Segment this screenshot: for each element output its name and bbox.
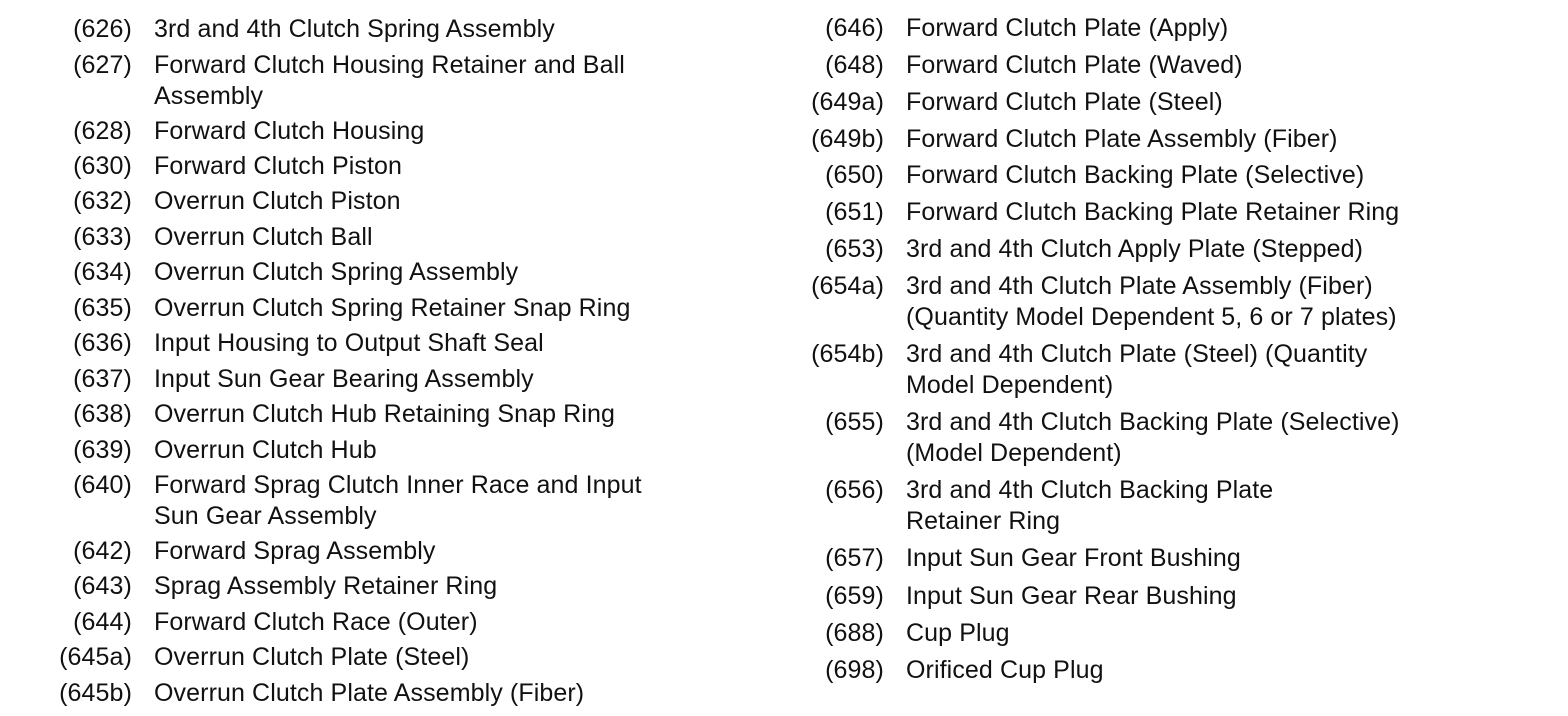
part-description	[906, 618, 1466, 649]
part-description-line: Input Sun Gear Front Bushing	[906, 544, 1241, 572]
legend-entry	[0, 571, 714, 602]
part-description	[906, 407, 1466, 469]
part-description-line: Sun Gear Assembly	[154, 502, 377, 530]
part-description-line: Model Dependent)	[906, 371, 1114, 399]
part-reference-number: (655)	[825, 408, 884, 436]
legend-entry	[790, 160, 1466, 191]
part-description	[906, 13, 1466, 44]
part-description-line: Forward Clutch Housing	[154, 117, 425, 145]
part-description	[906, 543, 1466, 574]
part-description	[154, 328, 714, 359]
legend-entry	[0, 536, 714, 567]
part-reference-number: (642)	[73, 537, 132, 565]
legend-entry	[0, 222, 714, 253]
part-description	[906, 271, 1466, 333]
part-reference-number: (645b)	[59, 679, 132, 707]
part-reference-number: (688)	[825, 619, 884, 647]
legend-entry	[790, 271, 1466, 333]
part-reference-number: (644)	[73, 608, 132, 636]
legend-entry	[0, 399, 714, 430]
part-description-line: Cup Plug	[906, 619, 1010, 647]
part-description-line: Forward Sprag Assembly	[154, 537, 436, 565]
part-description-line: Sprag Assembly Retainer Ring	[154, 572, 498, 600]
legend-entry	[0, 607, 714, 638]
legend-entry	[790, 87, 1466, 118]
part-description	[154, 571, 714, 602]
part-reference-number: (635)	[73, 294, 132, 322]
part-description	[154, 435, 714, 466]
part-description-line: Overrun Clutch Spring Assembly	[154, 258, 519, 286]
part-description	[906, 160, 1466, 191]
legend-entry	[790, 475, 1466, 537]
part-description-line: 3rd and 4th Clutch Plate (Steel) (Quantity	[906, 340, 1368, 368]
part-description-line: 3rd and 4th Clutch Apply Plate (Stepped)	[906, 235, 1364, 263]
legend-entry	[0, 678, 714, 709]
part-description	[154, 678, 714, 709]
legend-entry	[0, 50, 714, 112]
legend-entry	[0, 435, 714, 466]
part-description-line: (Quantity Model Dependent 5, 6 or 7 plates)	[906, 303, 1397, 331]
legend-entry	[0, 116, 714, 147]
legend-entry	[790, 124, 1466, 155]
part-description	[154, 536, 714, 567]
part-description-line: Forward Clutch Race (Outer)	[154, 608, 478, 636]
part-description	[154, 116, 714, 147]
part-reference-number: (698)	[825, 656, 884, 684]
part-description	[154, 186, 714, 217]
part-description	[906, 87, 1466, 118]
part-reference-number: (654a)	[811, 272, 884, 300]
part-reference-number: (640)	[73, 471, 132, 499]
part-description	[154, 607, 714, 638]
legend-entry	[790, 655, 1466, 686]
part-reference-number: (645a)	[59, 643, 132, 671]
part-description-line: Overrun Clutch Hub	[154, 436, 377, 464]
part-description	[154, 151, 714, 182]
part-reference-number: (633)	[73, 223, 132, 251]
legend-entry	[0, 257, 714, 288]
part-description	[906, 50, 1466, 81]
part-reference-number: (634)	[73, 258, 132, 286]
legend-entry	[790, 407, 1466, 469]
legend-entry	[0, 642, 714, 673]
legend-entry	[790, 339, 1466, 401]
legend-entry	[0, 151, 714, 182]
legend-entry	[790, 13, 1466, 44]
part-description-line: Overrun Clutch Hub Retaining Snap Ring	[154, 400, 615, 428]
part-reference-number: (636)	[73, 329, 132, 357]
legend-entry	[790, 581, 1466, 612]
part-description	[906, 339, 1466, 401]
part-description-line: Overrun Clutch Plate (Steel)	[154, 643, 470, 671]
part-description	[154, 399, 714, 430]
part-description-line: 3rd and 4th Clutch Plate Assembly (Fiber)	[906, 272, 1373, 300]
part-reference-number: (638)	[73, 400, 132, 428]
part-description	[154, 14, 714, 45]
part-reference-number: (649a)	[811, 88, 884, 116]
part-description-line: Forward Clutch Plate Assembly (Fiber)	[906, 125, 1338, 153]
part-description-line: Forward Clutch Plate (Waved)	[906, 51, 1243, 79]
part-reference-number: (654b)	[811, 340, 884, 368]
part-reference-number: (630)	[73, 152, 132, 180]
legend-entry	[0, 186, 714, 217]
legend-entry	[790, 234, 1466, 265]
part-description-line: Input Housing to Output Shaft Seal	[154, 329, 544, 357]
part-description-line: Overrun Clutch Spring Retainer Snap Ring	[154, 294, 631, 322]
part-description-line: Forward Clutch Piston	[154, 152, 403, 180]
part-reference-number: (646)	[825, 14, 884, 42]
part-description-line: Input Sun Gear Rear Bushing	[906, 582, 1237, 610]
part-reference-number: (649b)	[811, 125, 884, 153]
legend-entry	[790, 50, 1466, 81]
part-reference-number: (657)	[825, 544, 884, 572]
part-description-line: Overrun Clutch Piston	[154, 187, 401, 215]
part-reference-number: (651)	[825, 198, 884, 226]
part-reference-number: (626)	[73, 15, 132, 43]
part-description	[154, 50, 714, 112]
part-description-line: Forward Clutch Backing Plate (Selective)	[906, 161, 1365, 189]
part-description	[906, 581, 1466, 612]
part-description	[154, 257, 714, 288]
legend-entry	[790, 618, 1466, 649]
legend-entry	[790, 543, 1466, 574]
part-description	[154, 642, 714, 673]
part-description	[906, 234, 1466, 265]
part-description-line: Retainer Ring	[906, 507, 1061, 535]
legend-entry	[0, 328, 714, 359]
part-description-line: Orificed Cup Plug	[906, 656, 1104, 684]
part-reference-number: (627)	[73, 51, 132, 79]
part-reference-number: (653)	[825, 235, 884, 263]
part-description-line: Forward Clutch Backing Plate Retainer Ring	[906, 198, 1400, 226]
part-reference-number: (637)	[73, 365, 132, 393]
legend-entry	[790, 197, 1466, 228]
part-description	[154, 293, 714, 324]
part-reference-number: (643)	[73, 572, 132, 600]
part-reference-number: (648)	[825, 51, 884, 79]
part-description-line: 3rd and 4th Clutch Backing Plate	[906, 476, 1274, 504]
part-reference-number: (639)	[73, 436, 132, 464]
part-reference-number: (659)	[825, 582, 884, 610]
legend-entry	[0, 470, 714, 532]
part-description-line: Input Sun Gear Bearing Assembly	[154, 365, 534, 393]
part-reference-number: (650)	[825, 161, 884, 189]
part-description	[906, 197, 1466, 228]
legend-entry	[0, 14, 714, 45]
part-reference-number: (656)	[825, 476, 884, 504]
part-description-line: Assembly	[154, 82, 264, 110]
part-description	[154, 364, 714, 395]
part-description	[906, 124, 1466, 155]
legend-entry	[0, 364, 714, 395]
part-reference-number: (632)	[73, 187, 132, 215]
part-description-line: 3rd and 4th Clutch Backing Plate (Selective)	[906, 408, 1400, 436]
part-description-line: Overrun Clutch Plate Assembly (Fiber)	[154, 679, 585, 707]
part-description-line: (Model Dependent)	[906, 439, 1122, 467]
part-reference-number: (628)	[73, 117, 132, 145]
part-description	[906, 475, 1466, 537]
part-description	[154, 222, 714, 253]
part-description	[154, 470, 714, 532]
part-description-line: Forward Clutch Plate (Apply)	[906, 14, 1229, 42]
part-description-line: 3rd and 4th Clutch Spring Assembly	[154, 15, 555, 43]
part-description-line: Forward Sprag Clutch Inner Race and Input	[154, 471, 642, 499]
part-description	[906, 655, 1466, 686]
part-description-line: Overrun Clutch Ball	[154, 223, 373, 251]
part-description-line: Forward Clutch Plate (Steel)	[906, 88, 1223, 116]
legend-entry	[0, 293, 714, 324]
part-description-line: Forward Clutch Housing Retainer and Ball	[154, 51, 625, 79]
